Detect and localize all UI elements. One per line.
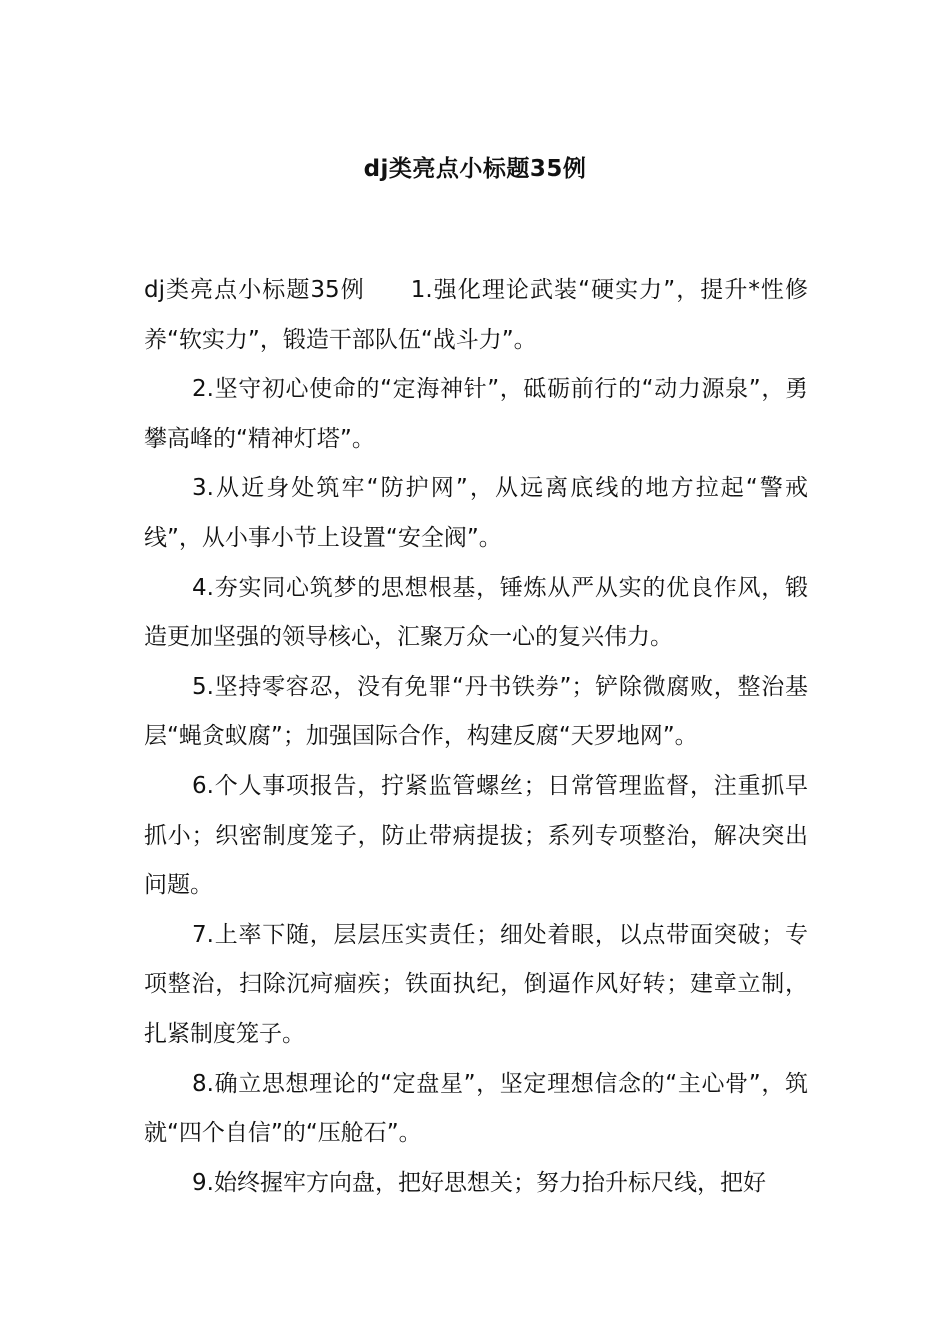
paragraph-1	[144, 266, 808, 365]
intro-prefix: dj类亮点小标题35例	[144, 277, 365, 303]
paragraph-4: 4.夯实同心筑梦的思想根基，锤炼从严从实的优良作风，锻造更加坚强的领导核心，汇聚万众一心的复兴伟力。	[144, 574, 808, 651]
paragraph-6: 6.个人事项报告，拧紧监管螺丝；日常管理监督，注重抓早抓小；织密制度笼子，防止带病提拔；系列专项整治，解决突出问题。	[144, 772, 808, 899]
paragraph-5: 5.坚持零容忍，没有免罪“丹书铁券”；铲除微腐败，整治基层“蝇贪蚁腐”；加强国际合作，构建反腐“天罗地网”。	[144, 673, 808, 750]
paragraph-2: 2.坚守初心使命的“定海神针”，砥砺前行的“动力源泉”，勇攀高峰的“精神灯塔”。	[144, 376, 808, 452]
document-title: dj类亮点小标题35例	[363, 156, 587, 182]
paragraph-3: 3.从近身处筑牢“防护网”，从远离底线的地方拉起“警戒线”，从小事小节上设置“安全阀”。	[144, 475, 808, 551]
paragraph-7: 7.上率下随，层层压实责任；细处着眼，以点带面突破；专项整治，扫除沉疴痼疾；铁面执纪，倒逼作风好转；建章立制，扎紧制度笼子。	[144, 921, 808, 1047]
paragraph-1-text: 1.强化理论武装“硬实力”，提升*性修养“软实力”，锻造干部队伍“战斗力”。	[144, 277, 808, 353]
document-body	[144, 266, 808, 1208]
paragraph-9: 9.始终握牢方向盘，把好思想关；努力抬升标尺线，把好	[192, 1169, 766, 1196]
paragraph-8: 8.确立思想理论的“定盘星”，坚定理想信念的“主心骨”，筑就“四个自信”的“压舱石”。	[144, 1070, 808, 1147]
